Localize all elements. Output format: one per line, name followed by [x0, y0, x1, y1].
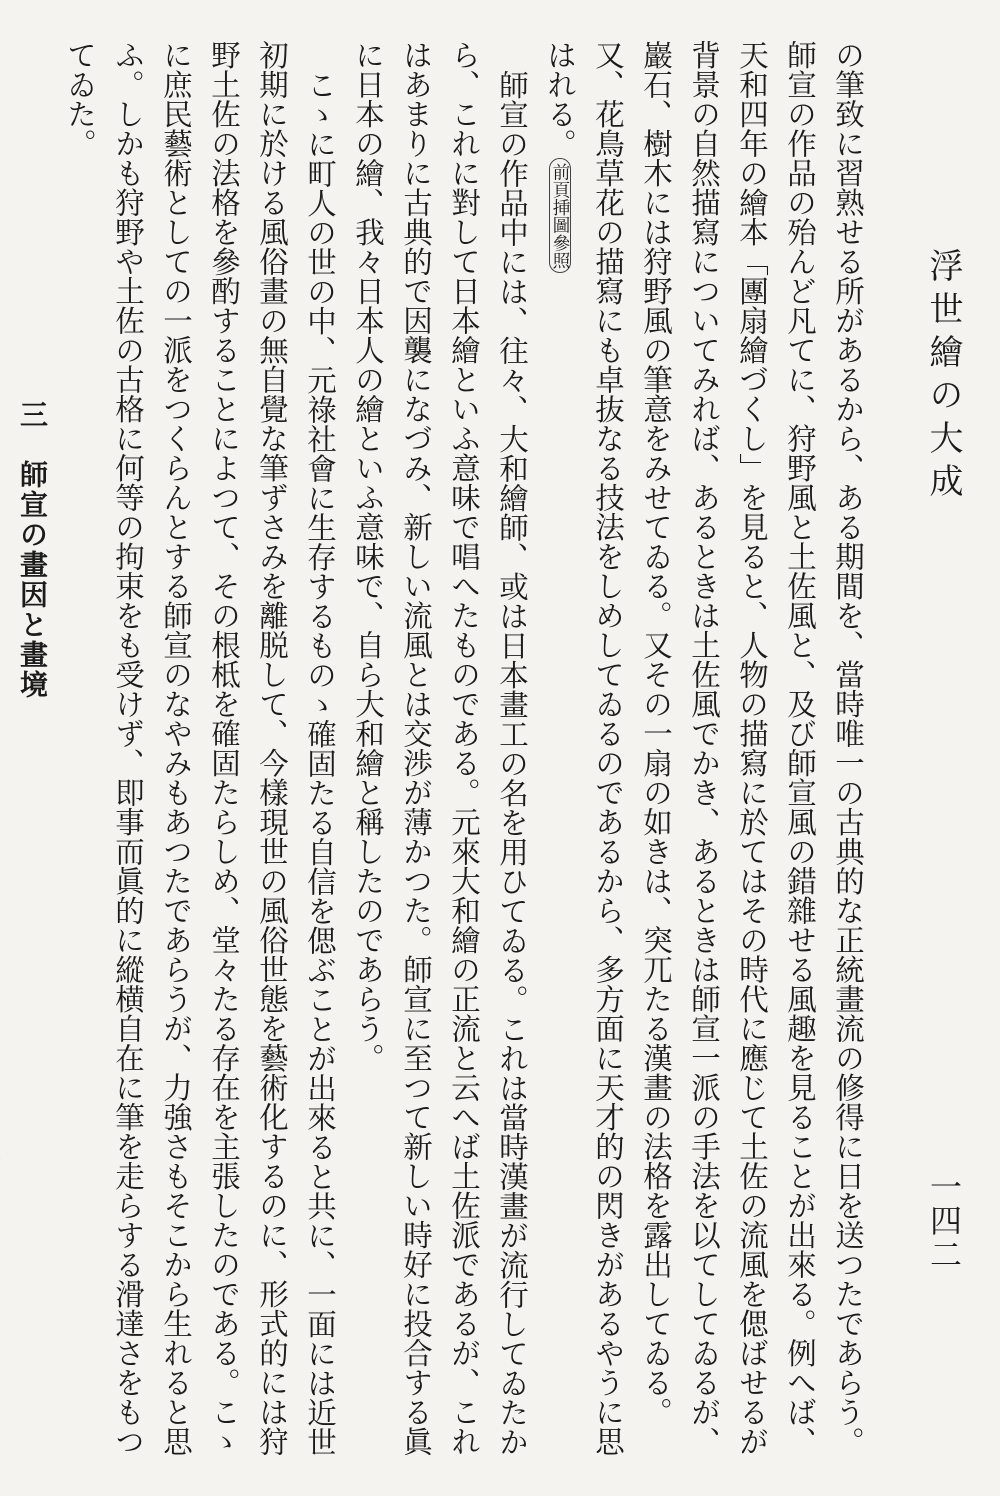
paragraph-1-text: の筆致に習熟せる所があるから、ある期間を、當時唯一の古典的な正統畫流の修得に日を送つたであらう。師宣の作品の殆んど凡てに、狩野風と土佐風と、及び師宣風の錯雜せる風趣を見ることが出來る。例へば、天和四年の繪本「團扇繪づくし」を見ると、人物の描寫に於てはその時代に應じて土佐の流風を偲ばせるが背景の自然描寫についてみれば、あるときは土佐風でかき、あるときは師宣一派の手法を以てしてゐるが、巖石、樹木には狩野風の筆意をみせてゐる。又その一扇の如きは、突兀たる漢畫の法格を露出してゐる。又、花鳥草花の描寫にも卓抜なる技法をしめしてゐるのであるから、多方面に天才的の閃きがあるやうに思はれる。	[543, 40, 865, 1456]
section-heading: 三 師宣の畫因と畫境	[16, 400, 49, 700]
page-number: 一四二	[925, 1170, 963, 1272]
paragraph-2: 師宣の作品中には、往々、大和繪師、或は日本畫工の名を用ひてゐる。これは當時漢畫が流行してゐたから、これに對して日本繪といふ意味で唱へたものである。元來大和繪の正流と云へば土佐派であるが、これはあまりに古典的で因襲になづみ、新しい流風とは交渉が薄かつた。師宣に至つて新しい時好に投合する眞に日本の繪、我々日本人の繪といふ意味で、自ら大和繪と稱したのであらう。	[351, 40, 529, 1456]
paragraph-1	[536, 40, 872, 1480]
paragraph-4	[0, 40, 8, 1480]
figure-reference-note: 前頁挿圖參照	[549, 158, 571, 273]
running-title: 浮世繪の大成	[923, 248, 963, 506]
paragraph-3: こゝに町人の世の中、元祿社會に生存するものゝ確固たる自信を偲ぶことが出來ると共に、一面には近世初期に於ける風俗畫の無自覺な筆ずさみを離脱して、今樣現世の風俗世態を藝術化するのに、形式的には狩野土佐の法格を參酌することによつて、その根柢を確固たらしめ、堂々たる存在を主張したのである。こゝに庶民藝術としての一派をつくらんとする師宣のなやみもあつたであらうが、力強さもそこから生れると思ふ。しかも狩野や土佐の古格に何等の拘束をも受けず、即事而眞的に縱横自在に筆を走らする滑達さをもつてゐた。	[63, 40, 337, 1456]
body-text	[12, 40, 872, 1480]
